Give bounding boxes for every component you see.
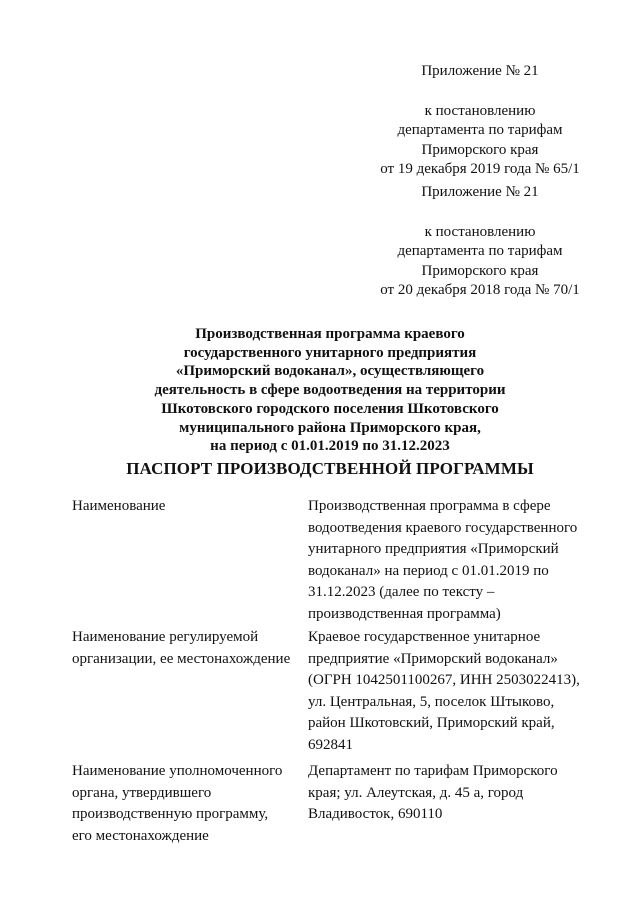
row-label-line: Наименование — [72, 498, 166, 514]
approval-block-2019 — [360, 62, 600, 180]
approval-line: от 20 декабря 2018 года № 70/1 — [380, 282, 580, 298]
approval-line: от 19 декабря 2019 года № 65/1 — [380, 161, 580, 177]
row-value-line: Производственная программа в сфере — [308, 498, 551, 514]
row-value — [308, 496, 604, 625]
program-title-line: государственного унитарного предприятия — [183, 344, 477, 361]
row-value — [308, 761, 604, 826]
approval-line: к постановлению — [424, 102, 536, 119]
approval-line: Приморского края — [421, 262, 539, 279]
row-value-line: 692841 — [308, 736, 353, 753]
row-label-line: Наименование уполномоченного — [72, 763, 283, 779]
passport-heading: ПАСПОРТ ПРОИЗВОДСТВЕННОЙ ПРОГРАММЫ — [126, 459, 534, 478]
row-label — [72, 761, 300, 847]
approval-title: Приложение № 21 — [421, 184, 539, 200]
row-value-line: предприятие «Приморский водоканал» — [308, 650, 558, 667]
row-value-line: края; ул. Алеутская, д. 45 а, город — [308, 784, 524, 801]
row-value-line: водоотведения краевого государственного — [308, 519, 578, 536]
program-title-line: муниципального района Приморского края, — [179, 419, 481, 436]
row-value-line: Краевое государственное унитарное — [308, 629, 541, 645]
approval-line: департамента по тарифам — [397, 243, 563, 259]
program-title — [100, 325, 560, 456]
row-label-line: организации, ее местонахождение — [72, 650, 291, 667]
program-title-line: на период с 01.01.2019 по 31.12.2023 — [210, 438, 450, 455]
approval-line: Приморского края — [421, 141, 539, 158]
row-value-line: район Шкотовский, Приморский край, — [308, 715, 555, 731]
program-title-line: деятельность в сфере водоотведения на территории — [154, 382, 506, 399]
row-value — [308, 627, 604, 756]
row-value-line: ул. Центральная, 5, поселок Штыково, — [308, 693, 555, 710]
approval-block-2018 — [360, 183, 600, 301]
row-value-line: унитарного предприятия «Приморский — [308, 541, 559, 557]
program-title-line: «Приморский водоканал», осуществляющего — [175, 363, 485, 380]
row-value-line: Владивосток, 690110 — [308, 806, 443, 822]
row-label-line: Наименование регулируемой — [72, 629, 259, 645]
row-value-line: (ОГРН 1042501100267, ИНН 2503022413), — [308, 672, 580, 688]
row-value-line: Департамент по тарифам Приморского — [308, 763, 558, 779]
approval-title: Приложение № 21 — [421, 63, 539, 79]
row-label — [72, 496, 300, 518]
row-value-line: водоканал» на период с 01.01.2019 по — [308, 562, 549, 579]
row-value-line: производственная программа) — [308, 605, 501, 622]
row-label — [72, 627, 300, 670]
program-title-line: Производственная программа краевого — [195, 326, 465, 342]
row-label-line: органа, утвердившего — [72, 784, 212, 801]
row-label-line: производственную программу, — [72, 806, 269, 822]
row-value-line: 31.12.2023 (далее по тексту – — [308, 584, 495, 600]
program-title-line: Шкотовского городского поселения Шкотовского — [161, 400, 499, 417]
row-label-line: его местонахождение — [72, 827, 209, 844]
approval-line: департамента по тарифам — [397, 122, 563, 138]
approval-line: к постановлению — [424, 223, 536, 240]
